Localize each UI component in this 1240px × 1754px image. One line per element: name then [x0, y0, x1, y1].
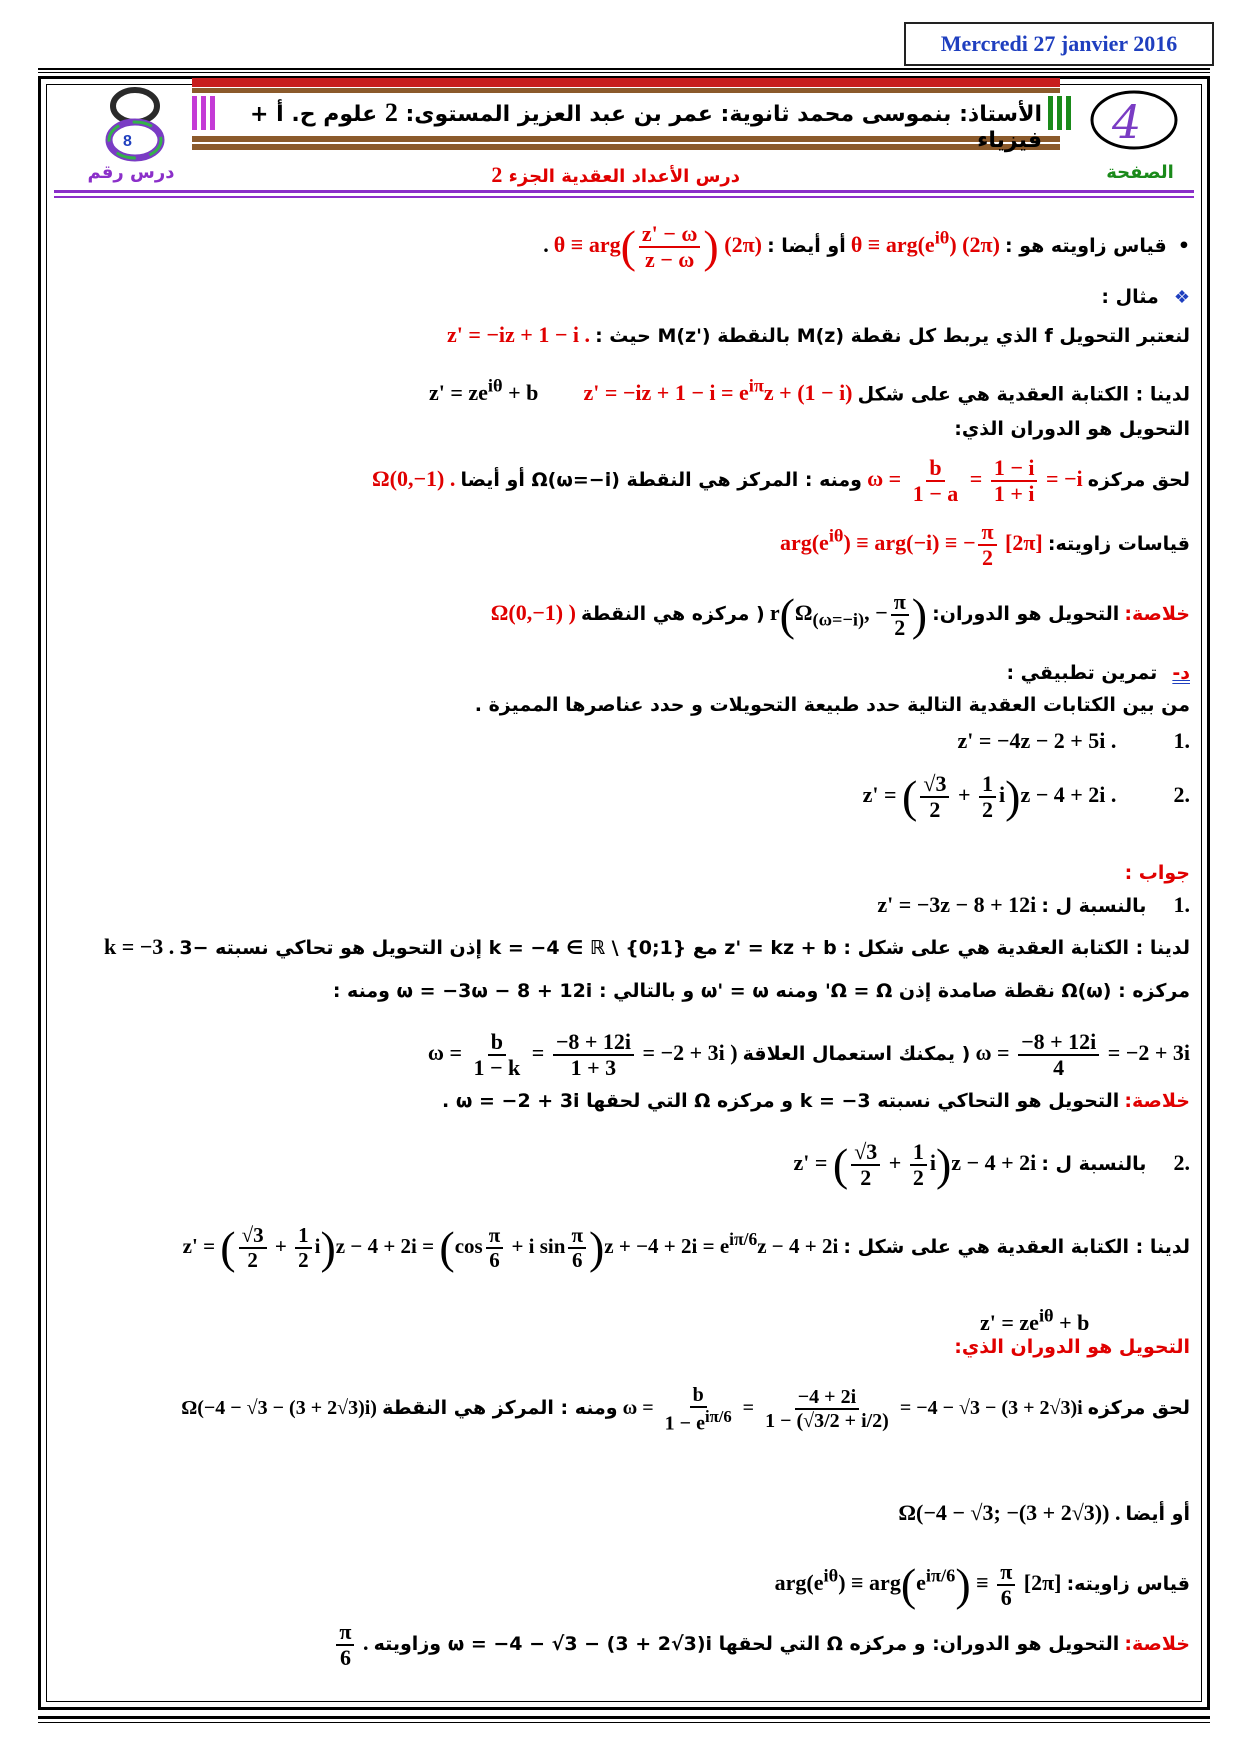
example-heading: ❖ مثال : [1101, 286, 1190, 308]
lesson-label-text: درس رقم [87, 162, 175, 183]
a1-l3-text: مركزه : Ω(ω) نقطة صامدة إذن Ω = Ω' ومنه ω' = ω و بالتالي : ω = −3ω − 8 + 12i ومنه : [332, 980, 1190, 1002]
lesson-part: 2 [491, 162, 503, 187]
a2-l7-formula: $arg(e^{i\theta}) \equiv arg(e^{i\pi/6})$ ≡ $\frac{\pi}{6}$ [2π] [774, 1559, 1062, 1611]
line-angle-values [60, 520, 1190, 570]
answer-2-line2 [60, 1224, 1190, 1272]
l1-or: أو أيضا : [767, 235, 846, 258]
l8-text: التحويل هو الدوران: [932, 603, 1120, 626]
a1-head: بالنسبة ل : [1041, 895, 1147, 917]
lesson-logo [96, 84, 174, 162]
page-label-text: الصفحة [1106, 162, 1174, 183]
teacher-text: الأستاذ: بنموسى محمد ثانوية: عمر بن عبد العزيز المستوى: [405, 102, 1042, 127]
l4-math1: $z' = -iz + 1 - i = e^{i\pi}z + (1 - i)$ [583, 376, 853, 406]
a2-l5-point: Ω(−4 − √3 − (3 + 2√3)i) [181, 1396, 377, 1419]
l1-formula-1: $\theta \equiv arg(e^{i\theta})$ (2π) [850, 227, 1000, 258]
a2-l5-text2: ومنه : المركز هي النقطة [382, 1396, 618, 1419]
a2-l6-text: أو أيضا [1125, 1503, 1190, 1525]
a1-l4-formula2: ω = $\frac{b}{1 - k}$ = $\frac{-8 + 12i}{1 + 3}$ = −2 + 3i ) [427, 1029, 738, 1081]
header-band-top [192, 78, 1060, 87]
l6-formula: ω = $\frac{b}{1 - a}$ = $\frac{1 - i}{1 + i}$ = −i [867, 455, 1083, 507]
a2-math: z' = ( $\frac{√3}{2}$ + $\frac{1}{2}$ i)z − 4 + 2i [793, 1139, 1037, 1191]
a2-head: بالنسبة ل : [1041, 1153, 1147, 1176]
a2-l2-text: لدينا : الكتابة العقدية هي على شكل : [843, 1235, 1190, 1258]
answer-1-line4 [60, 1030, 1190, 1080]
svg-text:8: 8 [123, 133, 132, 150]
a2-l8-angle: $\frac{\pi}{6}$ . [333, 1630, 368, 1655]
exercise-prompt-text: من بين الكتابات العقدية التالية حدد طبيعة التحويلات و حدد عناصرها المميزة . [474, 694, 1190, 716]
lesson-title [440, 162, 740, 188]
exercise-title: تمرين تطبيقي : [1006, 662, 1158, 684]
answer-1-conclusion [60, 1090, 1190, 1112]
answer-2-line6 [60, 1500, 1190, 1526]
header-stripes-left [192, 96, 219, 134]
top-rule [38, 68, 1210, 70]
l6-math: Ω(0,−1) . [372, 466, 456, 492]
a1-math: z' = −3z − 8 + 12i [877, 892, 1037, 917]
a2-l6-math: Ω(−4 − √3; −(3 + 2√3)) . [898, 1500, 1121, 1525]
exercise-item-2: .2 z' = ( $\frac{√3}{2}$ + $\frac{1}{2}$ i)z − 4 + 2i . [862, 771, 1190, 823]
bottom-rule-thin [38, 1722, 1210, 1723]
line-angle-measure: • قياس زاويته هو : $\theta \equiv arg(e^{i\theta})$ (2π) أو أيضا : θ ≡ arg( $\frac{z' - \omega}{z - \omega}$ ) (2π) . [543, 221, 1190, 273]
l3-math: z' = −iz + 1 − i . [446, 322, 590, 347]
answer-2-line7 [60, 1560, 1190, 1610]
ex2-tail: z − 4 + 2i . [1020, 782, 1117, 808]
answer-2-head: .2 بالنسبة ل : z' = ( $\frac{√3}{2}$ + $\frac{1}{2}$ i)z − 4 + 2i [793, 1139, 1190, 1191]
answer-2-line4 [60, 1336, 1190, 1358]
page-label [1090, 162, 1190, 183]
lesson-number-label [76, 162, 186, 183]
top-rule-thin [38, 72, 1210, 73]
header-stripes-right [1048, 96, 1075, 134]
line-conclusion-1 [60, 590, 1190, 640]
date-box [904, 22, 1214, 66]
a2-l8-label: خلاصة: [1124, 1633, 1190, 1656]
l8-label: خلاصة: [1124, 603, 1190, 626]
l6-text: لحق مركزه [1087, 469, 1190, 492]
a2-l8-text: التحويل هو الدوران: و مركزه Ω التي لحقها ω = −4 − √3 − (3 + 2√3)i وزاويته [373, 1633, 1120, 1656]
l3-text: لنعتبر التحويل f الذي يربط كل نقطة M(z) بالنقطة M(z') حيث : [595, 325, 1190, 347]
example-label: مثال : [1101, 286, 1159, 308]
l8-text2: ( مركزه هي النقطة [581, 603, 765, 626]
l1-formula-2: θ ≡ arg( $\frac{z' - \omega}{z - \omega}$ ) (2π) [553, 221, 762, 273]
bottom-rule [38, 1716, 1210, 1719]
line-rotation-which [60, 418, 1190, 440]
level-tail: علوم ح. أ + فيزياء [250, 102, 1042, 153]
answer-2-line3 [980, 1306, 1089, 1336]
ex2-math: z' = ( $\frac{√3}{2}$ + $\frac{1}{2}$ i)z − 4 + 2i . [862, 771, 1117, 823]
a1-l4-text: ( يمكنك استعمال العلاقة [742, 1043, 971, 1066]
l7-formula: $arg(e^{i\theta}) \equiv arg(-i)$ ≡ − $\frac{\pi}{2}$ [2π] [779, 519, 1043, 571]
a1-l5-text: التحويل هو التحاكي نسبته k = −3 و مركزه Ω التي لحقها ω = −2 + 3i . [442, 1090, 1120, 1112]
lesson-title-text: درس الأعداد العقدية الجزء [508, 166, 740, 187]
l4-text: لدينا : الكتابة العقدية هي على شكل [857, 383, 1190, 406]
exercise-prompt [60, 694, 1190, 716]
ex1-math: z' = −4z − 2 + 5i . [957, 728, 1117, 753]
l7-text: قياسات زاويته: [1047, 533, 1190, 556]
exercise-heading [60, 662, 1190, 684]
line-complex-form [60, 376, 1190, 406]
answer-heading [60, 862, 1190, 884]
answer-1-line3 [60, 980, 1190, 1002]
exercise-mark: د- [1172, 662, 1190, 684]
answer-label: جواب : [1124, 862, 1190, 884]
a2-l5-text: لحق مركزه [1087, 1396, 1190, 1419]
a2-l5-formula: ω = $\frac{b}{1 - e^{i\pi/6}}$ = $\frac{-4 + 2i}{1 - (√3/2 + i/2)}$ = −4 − √3 − (3 + 2√3)i [622, 1384, 1083, 1435]
date-text: Mercredi 27 janvier 2016 [940, 31, 1178, 56]
l8-math: Ω(0,−1) ) [490, 600, 576, 626]
a2-l4-text: التحويل هو الدوران الذي: [954, 1336, 1190, 1358]
a2-l2-formula: z' = ( $\frac{√3}{2}$ + $\frac{1}{2}$ i)z − 4 + 2i = (cos $\frac{\pi}{6}$ + i sin $\frac{\pi}{6}$ )$z + -4 + 2i = e^{i\pi/6}z - 4 + 2i$ [182, 1222, 839, 1274]
answer-1-head: .1 بالنسبة ل : z' = −3z − 8 + 12i [877, 892, 1190, 917]
level-number: 2 [384, 98, 398, 127]
l8-formula: $r(\Omega_{(\omega=-i)}$, − $\frac{\pi}{2}$ ) [769, 589, 928, 641]
header-divider [54, 190, 1194, 193]
header-teacher-line [222, 98, 1042, 153]
answer-2-conclusion [60, 1620, 1190, 1670]
l1-text: قياس زاويته هو : [1004, 235, 1167, 258]
line-center-affix [60, 456, 1190, 506]
line-transformation-def [60, 322, 1190, 348]
page-logo [1088, 88, 1180, 152]
l5-text: التحويل هو الدوران الذي: [954, 418, 1190, 440]
a1-l2-math: k = −3 . [103, 934, 175, 959]
answer-1-line2 [60, 934, 1190, 960]
svg-text:4: 4 [1112, 95, 1142, 149]
answer-2-line5 [60, 1384, 1190, 1435]
header-divider-2 [54, 196, 1194, 198]
l6-text2: ومنه : المركز هي النقطة Ω(ω=−i) أو أيضا [460, 469, 862, 492]
l4-math2: $z' = ze^{i\theta} + b$ [428, 376, 539, 406]
header-band-brown [192, 88, 1060, 93]
a1-l2-text: لدينا : الكتابة العقدية هي على شكل : z' = kz + b مع k = −4 ∈ ℝ \ {0;1} إذن التحويل هو تحاكي نسبته −3 [179, 937, 1190, 959]
a2-l3-math: $z' = ze^{i\theta} + b$ [980, 1306, 1090, 1336]
exercise-item-1: .1 z' = −4z − 2 + 5i . [957, 728, 1190, 753]
a2-l7-text: قياس زاويته: [1066, 1573, 1190, 1596]
a1-l5-label: خلاصة: [1124, 1090, 1190, 1112]
a1-l4-formula1: ω = $\frac{-8 + 12i}{4}$ = −2 + 3i [975, 1029, 1190, 1081]
